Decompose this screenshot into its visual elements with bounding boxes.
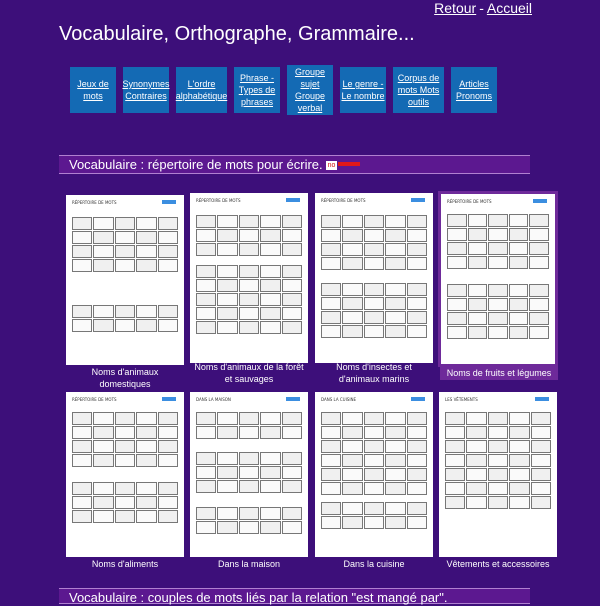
worksheet-grid [196, 265, 302, 334]
menu-item-genre-nombre[interactable]: Le genre - Le nombre [340, 67, 386, 113]
menu-item-synonymes[interactable]: Synonymes Contraires [123, 67, 169, 113]
card-maison[interactable] [190, 392, 308, 557]
badge-bar-icon [338, 162, 360, 166]
card-caption[interactable]: Dans la maison [217, 559, 281, 569]
worksheet-grid [321, 283, 427, 338]
section-title: Vocabulaire : couples de mots liés par la relation "est mangé par". [69, 590, 448, 605]
sheet-header: RÉPERTOIRE DE MOTS [447, 199, 492, 204]
card-vetements[interactable] [439, 392, 557, 557]
sheet-tag [533, 199, 547, 203]
card-caption[interactable]: Noms de fruits et légumes [440, 366, 558, 380]
sheet-header: RÉPERTOIRE DE MOTS [321, 198, 366, 203]
worksheet-grid [447, 214, 549, 269]
sheet-tag [162, 397, 176, 401]
section-header-repertoire [59, 155, 530, 174]
worksheet-grid [72, 305, 178, 332]
topic-menu [70, 67, 530, 115]
card-caption[interactable]: Noms d'aliments [91, 559, 159, 569]
worksheet-grid [321, 215, 427, 270]
card-animaux-foret[interactable] [190, 193, 308, 363]
menu-item-jeux-de-mots[interactable]: Jeux de mots [70, 67, 116, 113]
worksheet-grid [321, 412, 427, 495]
worksheet-thumbnail [315, 392, 433, 557]
card-caption[interactable]: Noms d'animaux de la forêt et sauvages [194, 362, 304, 384]
card-aliments[interactable] [66, 392, 184, 557]
sheet-tag [286, 397, 300, 401]
worksheet-grid [196, 452, 302, 493]
sheet-tag [286, 198, 300, 202]
card-caption[interactable]: Noms d'animaux domestiques [91, 367, 159, 389]
nav-separator: - [479, 0, 484, 16]
menu-item-groupe-sujet[interactable]: Groupe sujet Groupe verbal [287, 65, 333, 115]
worksheet-grid [447, 284, 549, 339]
worksheet-grid [196, 215, 302, 256]
menu-item-articles-pronoms[interactable]: Articles Pronoms [451, 67, 497, 113]
worksheet-grid [72, 217, 178, 272]
worksheet-thumbnail [441, 194, 555, 364]
worksheet-thumbnail [66, 392, 184, 557]
page-title: Vocabulaire, Orthographe, Grammaire... [59, 23, 415, 45]
home-link[interactable]: Accueil [486, 0, 532, 16]
new-badge: no [327, 162, 336, 169]
card-insectes-marins[interactable] [315, 193, 433, 363]
worksheet-grid [72, 482, 178, 523]
worksheet-grid [321, 502, 427, 529]
worksheet-thumbnail [439, 392, 557, 557]
section-header-couples [59, 588, 530, 604]
menu-item-ordre-alphabetique[interactable]: L'ordre alphabétique [176, 67, 227, 113]
top-nav [434, 0, 532, 16]
worksheet-thumbnail [315, 193, 433, 363]
worksheet-grid [196, 507, 302, 534]
card-fruits-legumes[interactable] [438, 191, 558, 367]
card-caption[interactable]: Noms d'insectes et d'animaux marins [336, 362, 412, 384]
sheet-tag [162, 200, 176, 204]
worksheet-thumbnail [66, 195, 184, 365]
card-caption[interactable]: Dans la cuisine [343, 559, 405, 569]
worksheet-thumbnail [190, 193, 308, 363]
worksheet-grid [196, 412, 302, 439]
worksheet-thumbnail [190, 392, 308, 557]
back-link[interactable]: Retour [434, 0, 477, 16]
card-caption[interactable]: Vêtements et accessoires [446, 559, 550, 569]
sheet-tag [411, 198, 425, 202]
sheet-header: DANS LA CUISINE [321, 397, 357, 402]
sheet-header: RÉPERTOIRE DE MOTS [72, 397, 117, 402]
sheet-header: RÉPERTOIRE DE MOTS [72, 200, 117, 205]
sheet-tag [411, 397, 425, 401]
sheet-tag [535, 397, 549, 401]
section-title: Vocabulaire : répertoire de mots pour écrire. [69, 157, 323, 172]
card-cuisine[interactable] [315, 392, 433, 557]
worksheet-grid [72, 412, 178, 467]
card-animaux-domestiques[interactable] [66, 195, 184, 365]
worksheet-grid [445, 412, 551, 509]
menu-item-corpus-de-mots[interactable]: Corpus de mots Mots outils [393, 67, 444, 113]
sheet-header: RÉPERTOIRE DE MOTS [196, 198, 241, 203]
menu-item-phrase[interactable]: Phrase - Types de phrases [234, 67, 280, 113]
sheet-header: DANS LA MAISON [196, 397, 231, 402]
sheet-header: LES VÊTEMENTS [445, 397, 478, 402]
